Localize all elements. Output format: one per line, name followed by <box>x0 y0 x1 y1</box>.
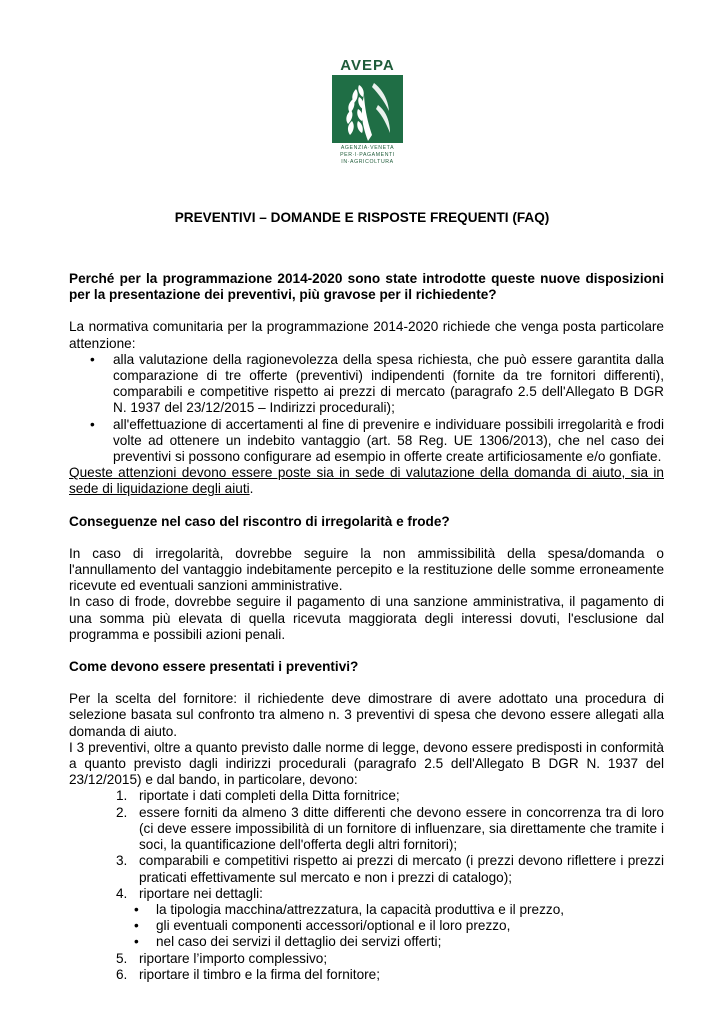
list-item: • nel caso dei servizi il dettaglio dei servizi offerti; <box>134 934 442 950</box>
avepa-logo <box>330 58 405 166</box>
list-item: 6. riportare il timbro e la firma del fornitore; <box>116 966 380 982</box>
question-1: Perché per la programmazione 2014-2020 sono state introdotte queste nuove disposizioni per la presentazione dei preventivi, più gravose per il richiedente? <box>69 271 664 303</box>
list-item: 4. riportare nei dettagli: <box>116 885 263 901</box>
list-item: 1. riportate i dati completi della Ditta fornitrice; <box>116 788 400 804</box>
list-item: 3. comparabili e competitivi rispetto ai prezzi di mercato (i prezzi devono riflettere i prezzi praticati effettivamente sul mercato e non i prezzi di catalogo); <box>116 853 664 885</box>
logo-subtitle-1: AGENZIA·VENETA <box>340 145 395 151</box>
document-body <box>69 271 664 983</box>
requirements-list <box>69 788 664 901</box>
answer-2-fraud: In caso di frode, dovrebbe seguire il pagamento di una sanzione amministrativa, il pagamento di una somma più elevata di quella ricevuta maggiorata degli interessi dovuti, l'esclusione dal programma e possibili azioni penali. <box>69 594 664 642</box>
logo-wordmark: AVEPA <box>340 57 395 74</box>
page-title: PREVENTIVI – DOMANDE E RISPOSTE FREQUENTI (FAQ) <box>174 210 550 225</box>
requirements-list-tail <box>69 951 664 983</box>
question-2: Conseguenze nel caso del riscontro di irregolarità e frode? <box>69 513 450 529</box>
list-item: • alla valutazione della ragionevolezza della spesa richiesta, che può essere garantita dalla comparazione di tre offerte (preventivi) indipendenti (fornite da tre fornitori differenti), comparabili e competitive rispetto ai prezzi di mercato (paragrafo 2.5 dell'Allegato B DGR N. 1937 del 23/12/2015 – Indirizzi procedurali); <box>90 351 664 416</box>
wheat-icon <box>332 75 403 143</box>
question-3: Come devono essere presentati i preventivi? <box>69 659 359 675</box>
answer-1-note: Queste attenzioni devono essere poste sia in sede di valutazione della domanda di aiuto, sia in sede di liquidazione degli aiuti. <box>69 465 664 497</box>
list-item: • la tipologia macchina/attrezzatura, la capacità produttiva e il prezzo, <box>134 901 565 917</box>
list-item: 2. essere forniti da almeno 3 ditte differenti che devono essere in concorrenza tra di loro (ci deve essere impossibilità di un fornitore di influenzare, sia direttamente che tramite i soci, la quantificazione dell'offerta degli altri fornitori); <box>116 804 664 853</box>
logo-subtitle-3: IN·AGRICOLTURA <box>341 159 394 165</box>
answer-3-p1: Per la scelta del fornitore: il richiedente deve dimostrare di avere adottato una procedura di selezione basata sul confronto tra almeno n. 3 preventivi di spesa che devono essere allegati alla domanda di aiuto. <box>69 691 664 739</box>
answer-3-p2: I 3 preventivi, oltre a quanto previsto dalle norme di legge, devono essere predisposti in conformità a quanto previsto dagli indirizzi procedurali (paragrafo 2.5 dell'Allegato B DGR N. 1937 del 23/12/2015) e dal bando, in particolare, devono: <box>69 739 664 788</box>
logo-subtitle-2: PER·I·PAGAMENTI <box>340 152 395 158</box>
list-item: • all'effettuazione di accertamenti al fine di prevenire e individuare possibili irregolarità e frodi volte ad ottenere un indebito vantaggio (art. 58 Reg. UE 1306/2013), che nel caso dei preventivi si possono configurare ad esempio in offerte create artificiosamente e/o gonfiate. <box>90 416 664 465</box>
answer-1-bullets <box>69 352 664 465</box>
answer-1-intro: La normativa comunitaria per la programmazione 2014-2020 richiede che venga posta particolare attenzione: <box>69 319 664 351</box>
list-item: 5. riportare l’importo complessivo; <box>116 950 328 966</box>
list-item: • gli eventuali componenti accessori/optional e il loro prezzo, <box>134 918 511 934</box>
details-sublist <box>69 902 664 951</box>
answer-2-irregularity: In caso di irregolarità, dovrebbe seguire la non ammissibilità della spesa/domanda o l'annullamento del vantaggio indebitamente percepito e la restituzione delle somme erroneamente ricevute ed eventuali sanzioni amministrative. <box>69 545 664 594</box>
